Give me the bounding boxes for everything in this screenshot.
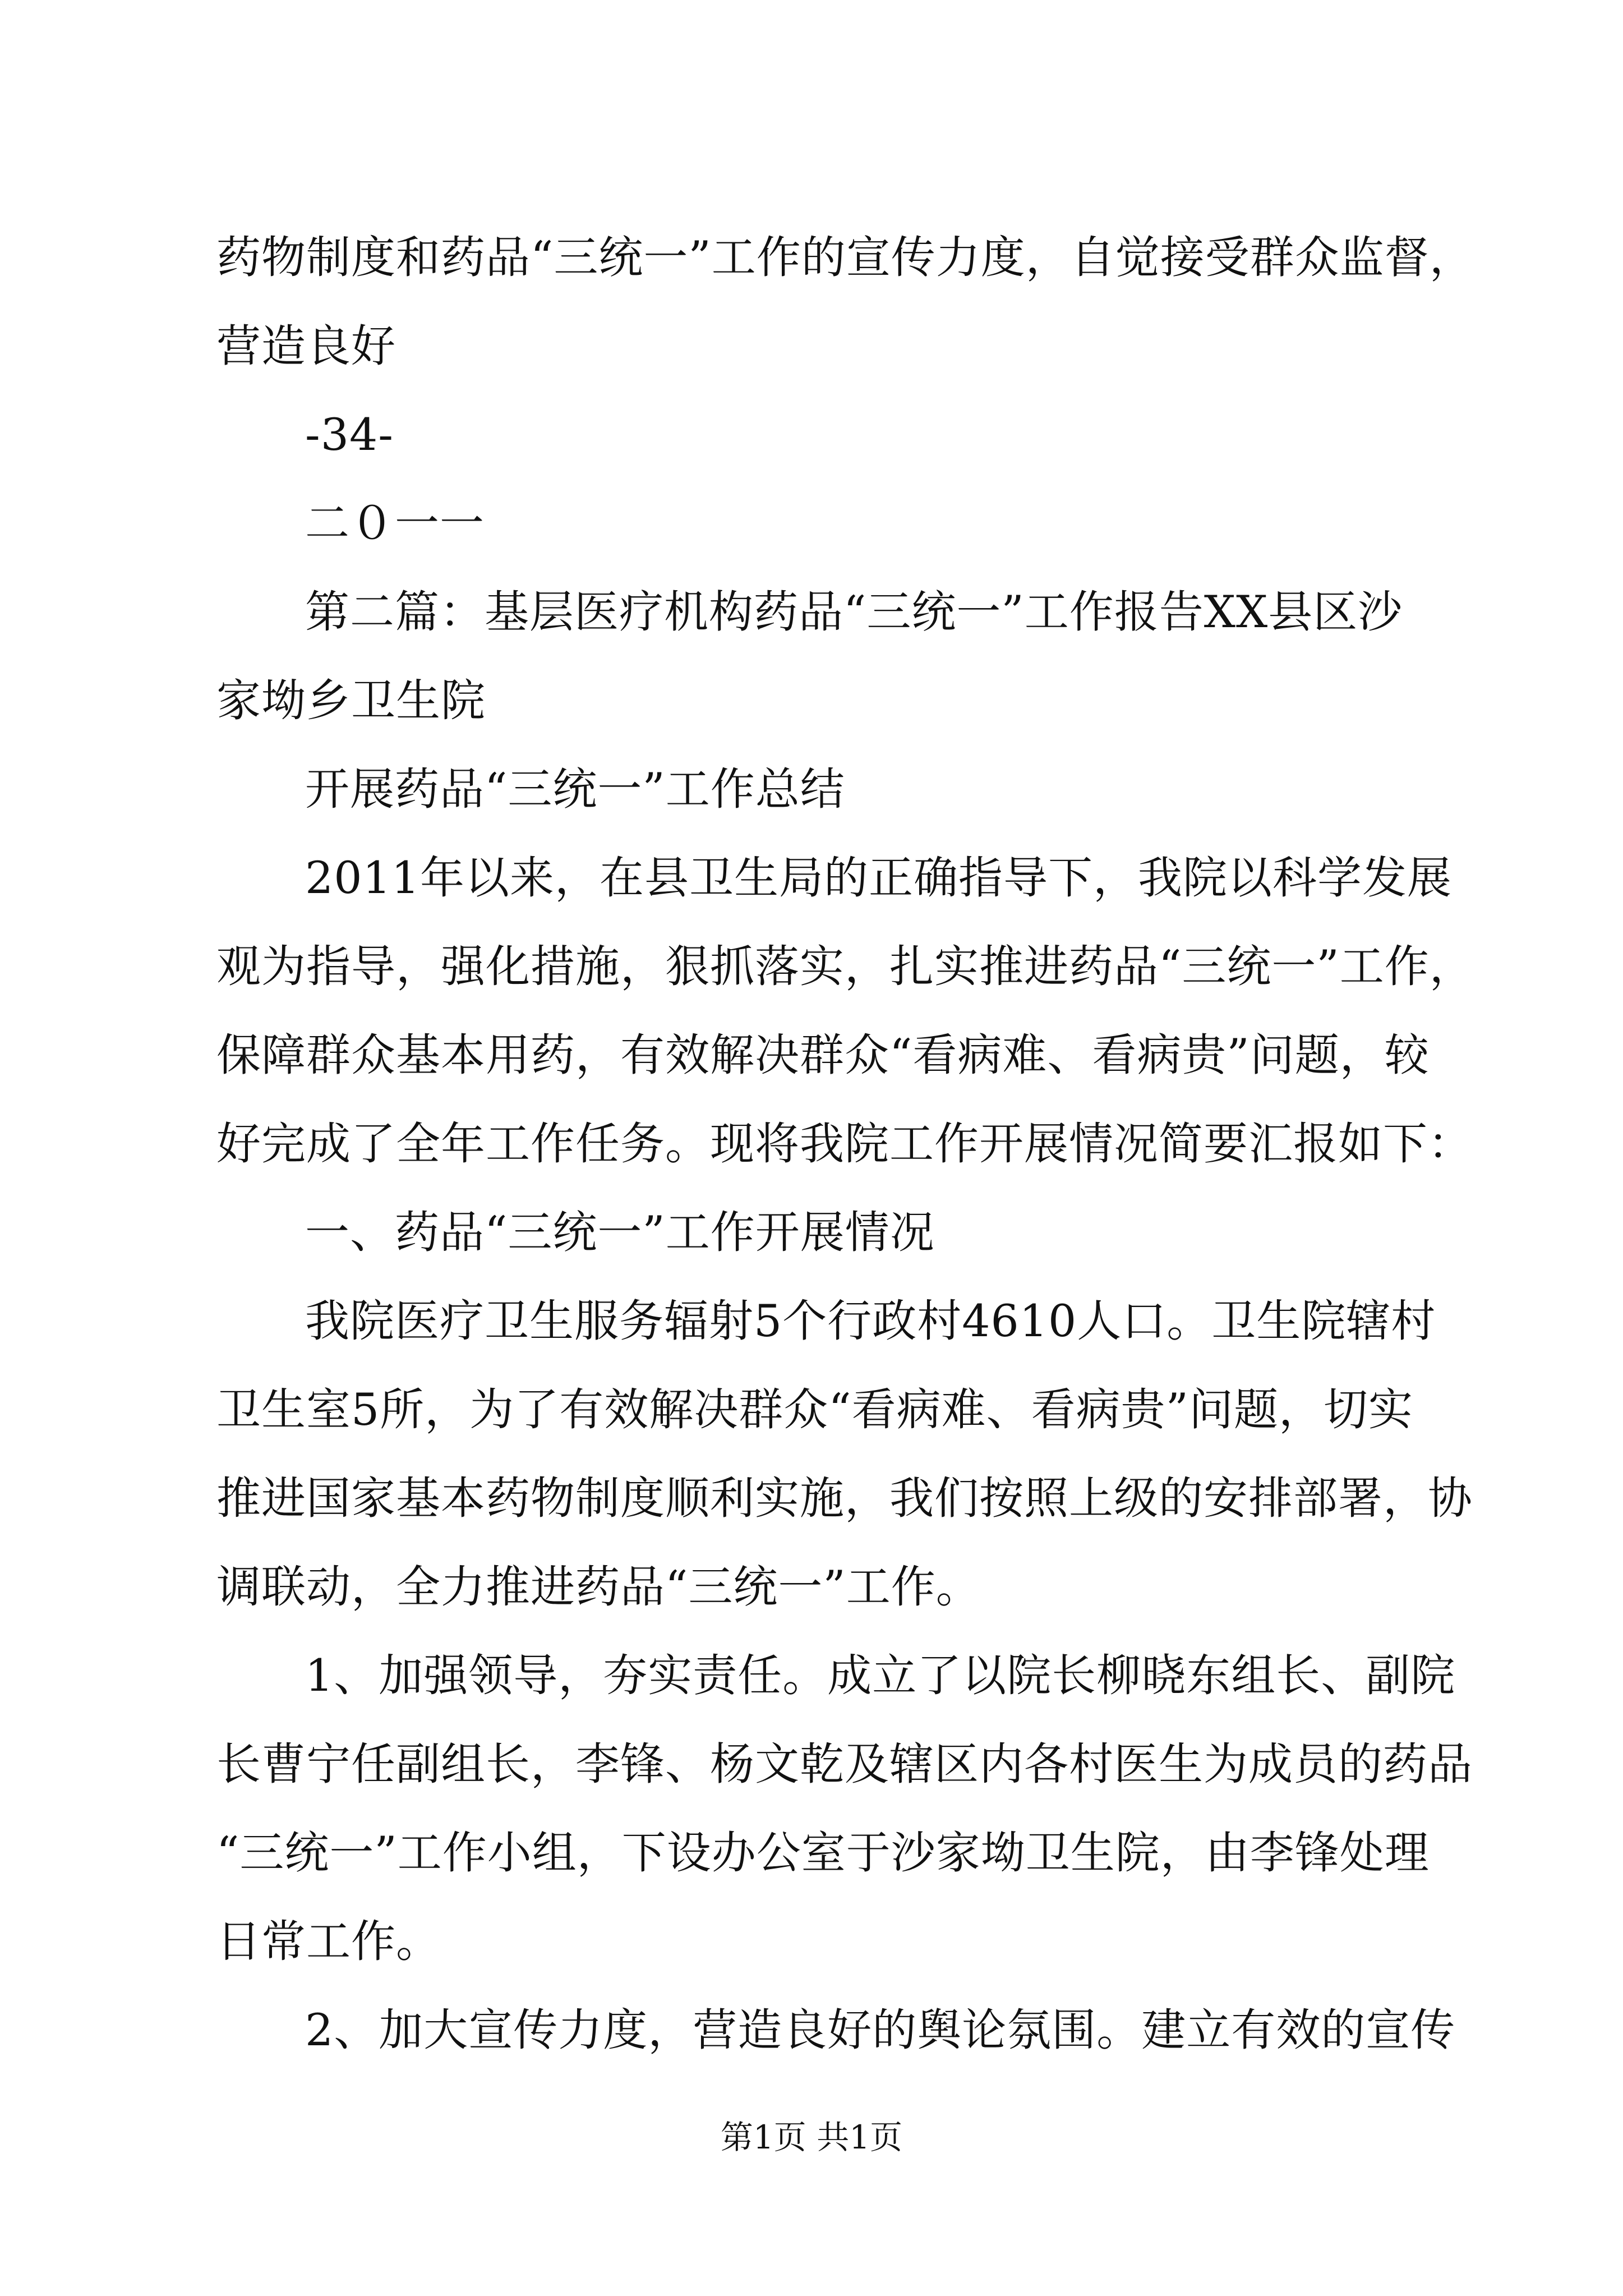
text-line: 1、加强领导，夯实责任。成立了以院长柳晓东组长、副院 — [305, 1650, 1456, 1701]
text-line: 第二篇：基层医疗机构药品“三统一”工作报告XX县区沙 — [305, 586, 1403, 638]
text-line: 家坳乡卫生院 — [216, 675, 486, 726]
text-line: 一、药品“三统一”工作开展情况 — [305, 1207, 935, 1258]
text-line: 2011年以来，在县卫生局的正确指导下，我院以科学发展 — [305, 852, 1453, 904]
text-line: 药物制度和药品“三统一”工作的宣传力度，自觉接受群众监督， — [216, 232, 1474, 283]
text-line: 卫生室5所，为了有效解决群众“看病难、看病贵”问题，切实 — [216, 1384, 1414, 1435]
document-body — [216, 213, 1474, 2074]
text-line: 长曹宁任副组长，李锋、杨文乾及辖区内各村医生为成员的药品 — [216, 1738, 1473, 1790]
text-line: 开展药品“三统一”工作总结 — [305, 763, 845, 815]
text-line: 日常工作。 — [216, 1916, 441, 1967]
text-line: 观为指导，强化措施，狠抓落实，扎实推进药品“三统一”工作， — [216, 941, 1474, 992]
text-line: 保障群众基本用药，有效解决群众“看病难、看病贵”问题，较 — [216, 1029, 1430, 1081]
page-footer: 第1页 共1页 — [720, 2118, 903, 2156]
text-line: 营造良好 — [216, 320, 396, 372]
text-line: 我院医疗卫生服务辐射5个行政村4610人口。卫生院辖村 — [305, 1295, 1436, 1347]
text-line: -34- — [305, 409, 394, 461]
text-line: 二０一一 — [305, 498, 485, 549]
text-line: 2、加大宣传力度，营造良好的舆论氛围。建立有效的宣传 — [305, 2004, 1456, 2056]
text-line: 调联动，全力推进药品“三统一”工作。 — [216, 1561, 981, 1613]
text-line: “三统一”工作小组，下设办公室于沙家坳卫生院，由李锋处理 — [216, 1827, 1430, 1879]
text-line: 推进国家基本药物制度顺利实施，我们按照上级的安排部署，协 — [216, 1473, 1473, 1524]
text-line: 好完成了全年工作任务。现将我院工作开展情况简要汇报如下： — [216, 1118, 1473, 1170]
